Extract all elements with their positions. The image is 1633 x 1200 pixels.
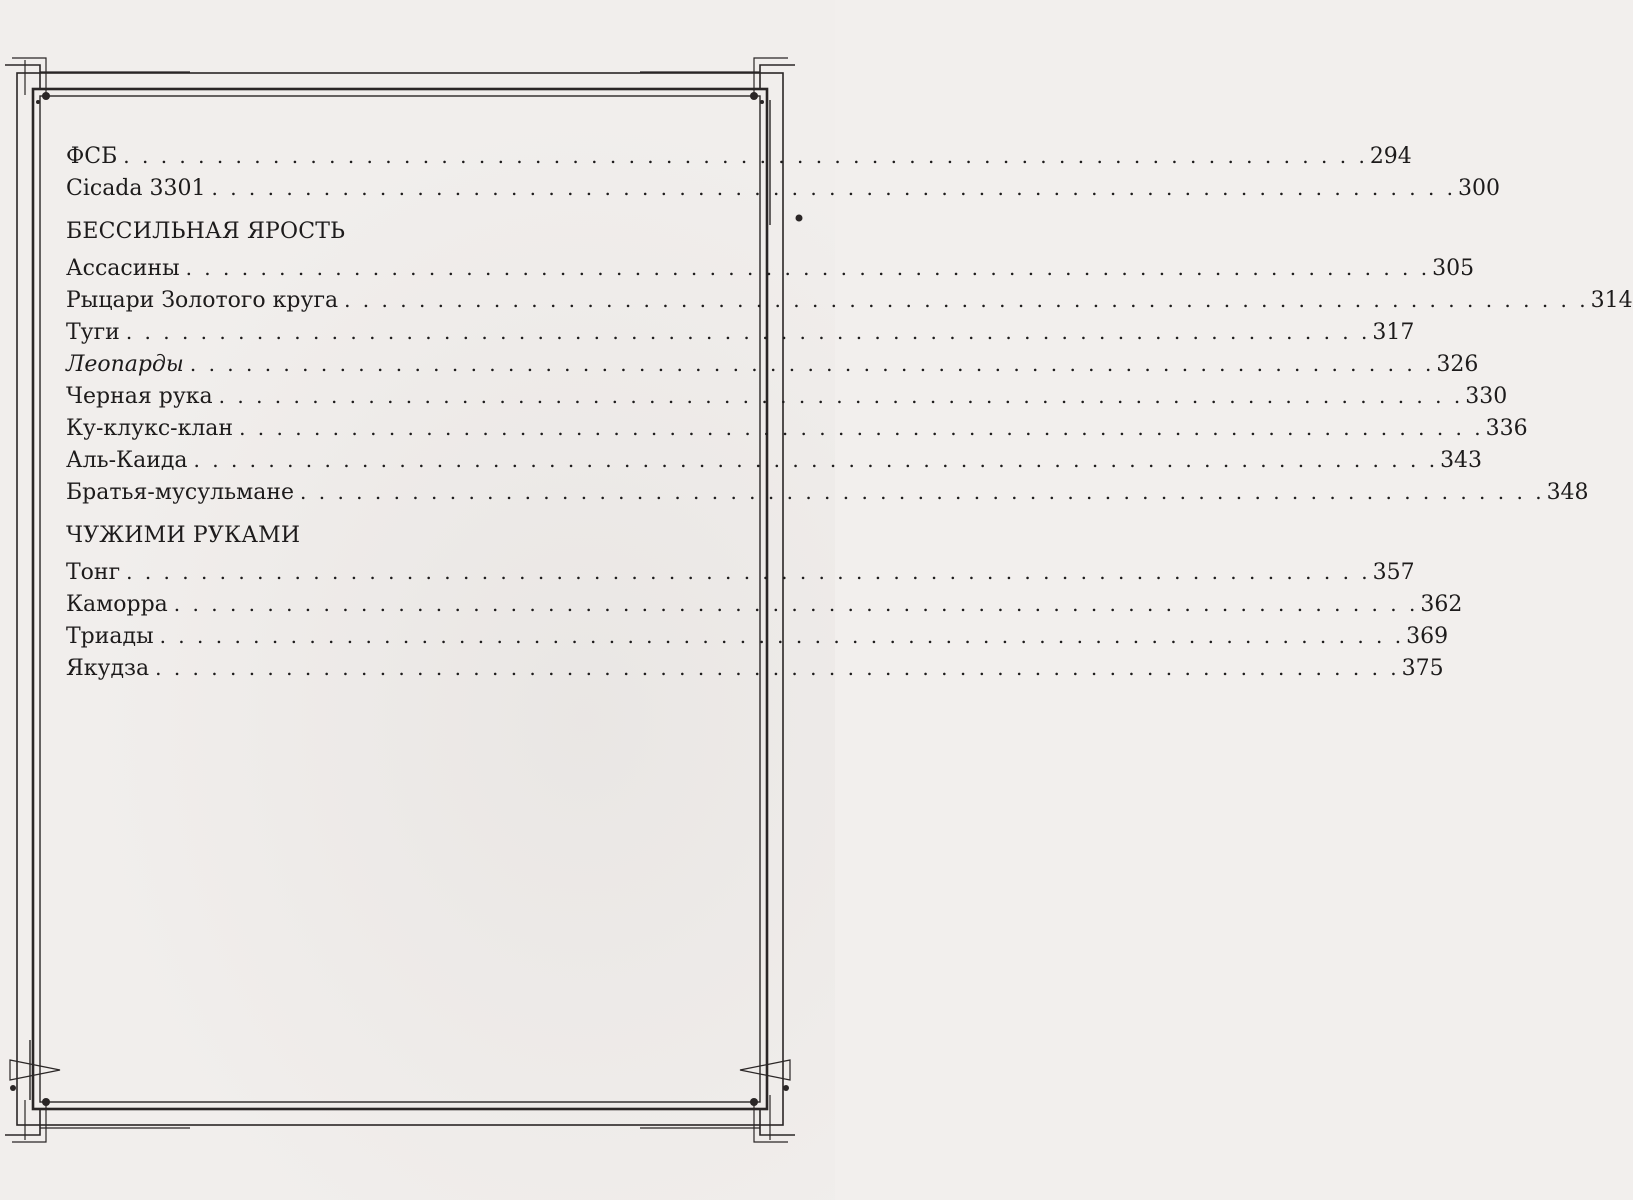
toc-entry-page: 343 <box>1440 448 1483 473</box>
toc-leader-dots: . . . . . . . . . . . . . . . . . . . . . . . . . . . . . . . . . . . . . . . . . . . . . . . . . . . . . . . . . . . . . . . . . . . <box>173 592 1419 616</box>
toc-entry-cicada[interactable] <box>66 172 1501 204</box>
toc-entry-page: 362 <box>1420 592 1463 617</box>
toc-leader-dots: . . . . . . . . . . . . . . . . . . . . . . . . . . . . . . . . . . . . . . . . . . . . . . . . . . . . . . . . . . . . . . . . . . . <box>193 448 1439 472</box>
toc-entry-page: 300 <box>1458 176 1501 201</box>
toc-leader-dots: . . . . . . . . . . . . . . . . . . . . . . . . . . . . . . . . . . . . . . . . . . . . . . . . . . . . . . . . . . . . . . . . . . . <box>239 416 1484 440</box>
toc-entry-page: 305 <box>1432 256 1475 281</box>
toc-entry-title: Рыцари Золотого круга <box>66 288 339 313</box>
toc-entry-page: 330 <box>1465 384 1508 409</box>
toc-entry-knights-golden-circle[interactable] <box>66 284 1633 316</box>
toc-entry-title: Каморра <box>66 592 168 617</box>
toc-entry-page: 317 <box>1372 320 1415 345</box>
section-heading-by-others-hands: ЧУЖИМИ РУКАМИ <box>66 523 301 548</box>
toc-entry-camorra[interactable] <box>66 588 1463 620</box>
toc-entry-leopards[interactable] <box>66 348 1479 380</box>
toc-entry-black-hand[interactable] <box>66 380 1508 412</box>
toc-leader-dots: . . . . . . . . . . . . . . . . . . . . . . . . . . . . . . . . . . . . . . . . . . . . . . . . . . . . . . . . . . . . . . . . . . . <box>123 144 1368 168</box>
toc-leader-dots: . . . . . . . . . . . . . . . . . . . . . . . . . . . . . . . . . . . . . . . . . . . . . . . . . . . . . . . . . . . . . . . . . . . <box>155 656 1400 680</box>
toc-entry-thugs[interactable] <box>66 316 1415 348</box>
toc-entry-triads[interactable] <box>66 620 1449 652</box>
toc-entry-page: 294 <box>1369 144 1412 169</box>
toc-entry-title: ФСБ <box>66 144 118 169</box>
toc-entry-title: Ассасины <box>66 256 180 281</box>
toc-entry-assassins[interactable] <box>66 252 1475 284</box>
toc-leader-dots: . . . . . . . . . . . . . . . . . . . . . . . . . . . . . . . . . . . . . . . . . . . . . . . . . . . . . . . . . . . . . . . . . . . <box>344 288 1589 312</box>
toc-leader-dots: . . . . . . . . . . . . . . . . . . . . . . . . . . . . . . . . . . . . . . . . . . . . . . . . . . . . . . . . . . . . . . . . . . . <box>211 176 1457 200</box>
toc-leader-dots: . . . . . . . . . . . . . . . . . . . . . . . . . . . . . . . . . . . . . . . . . . . . . . . . . . . . . . . . . . . . . . . . . . . <box>126 560 1371 584</box>
toc-entry-title: Тонг <box>66 560 121 585</box>
toc-entry-page: 348 <box>1546 480 1589 505</box>
toc-entry-title: Триады <box>66 624 154 649</box>
toc-entry-page: 369 <box>1406 624 1449 649</box>
toc-entry-page: 326 <box>1436 352 1479 377</box>
toc-entry-title: Леопарды <box>66 352 184 377</box>
toc-entry-title: Черная рука <box>66 384 213 409</box>
toc-entry-title: Ку-клукс-клан <box>66 416 234 441</box>
toc-entry-yakuza[interactable] <box>66 652 1444 684</box>
toc-entry-page: 375 <box>1401 656 1444 681</box>
toc-entry-title: Якудза <box>66 656 150 681</box>
toc-entry-kkk[interactable] <box>66 412 1528 444</box>
toc-entry-tong[interactable] <box>66 556 1415 588</box>
toc-entry-page: 357 <box>1372 560 1415 585</box>
toc-entry-fsb[interactable] <box>66 140 1412 172</box>
section-heading-powerless-rage: БЕССИЛЬНАЯ ЯРОСТЬ <box>66 219 346 244</box>
toc-entry-page: 314 <box>1590 288 1633 313</box>
toc-leader-dots: . . . . . . . . . . . . . . . . . . . . . . . . . . . . . . . . . . . . . . . . . . . . . . . . . . . . . . . . . . . . . . . . . . . <box>125 320 1371 344</box>
toc-entry-title: Cicada 3301 <box>66 176 206 201</box>
toc-entry-title: Братья-мусульмане <box>66 480 295 505</box>
toc-leader-dots: . . . . . . . . . . . . . . . . . . . . . . . . . . . . . . . . . . . . . . . . . . . . . . . . . . . . . . . . . . . . . . . . . . . <box>185 256 1431 280</box>
toc-entry-title: Туги <box>66 320 120 345</box>
toc-entry-title: Аль-Каида <box>66 448 188 473</box>
toc-leader-dots: . . . . . . . . . . . . . . . . . . . . . . . . . . . . . . . . . . . . . . . . . . . . . . . . . . . . . . . . . . . . . . . . . . . <box>218 384 1464 408</box>
toc-leader-dots: . . . . . . . . . . . . . . . . . . . . . . . . . . . . . . . . . . . . . . . . . . . . . . . . . . . . . . . . . . . . . . . . . . . <box>189 352 1435 376</box>
toc-leader-dots: . . . . . . . . . . . . . . . . . . . . . . . . . . . . . . . . . . . . . . . . . . . . . . . . . . . . . . . . . . . . . . . . . . . <box>159 624 1405 648</box>
toc-entry-muslim-brotherhood[interactable] <box>66 476 1589 508</box>
toc-entry-page: 336 <box>1485 416 1528 441</box>
toc-entry-al-qaeda[interactable] <box>66 444 1483 476</box>
table-of-contents <box>66 140 1633 684</box>
toc-leader-dots: . . . . . . . . . . . . . . . . . . . . . . . . . . . . . . . . . . . . . . . . . . . . . . . . . . . . . . . . . . . . . . . . . . . <box>300 480 1545 504</box>
